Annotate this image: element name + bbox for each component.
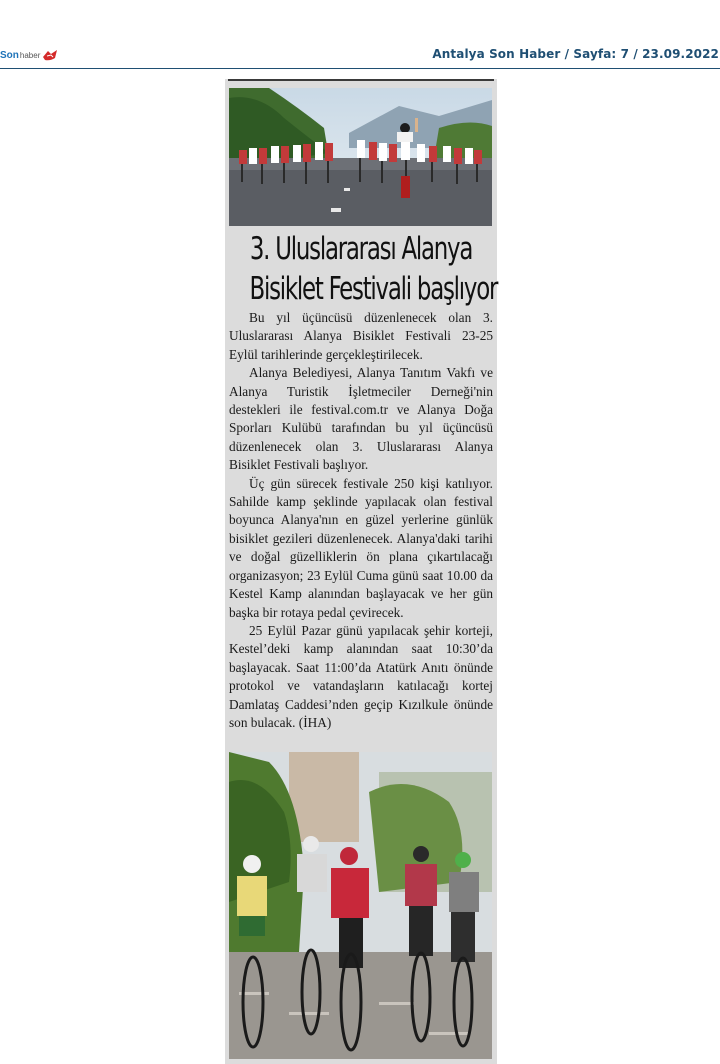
article-paragraph: Alanya Belediyesi, Alanya Tanıtım Vakfı ve Alanya Turistik İşletmeciler Derneği'nin destekleri ile festival.com.tr ve Alanya Doğa Sporları Kulübü tarafından bu yıl üçüncüsü düzenlenecek olan 3. Uluslararası Alanya Bisiklet Festivali başlıyor.	[229, 365, 493, 473]
cyclists-street-photo	[229, 752, 492, 1059]
news-clipping	[225, 79, 497, 1064]
article-paragraph: Üç gün sürecek festivale 250 kişi katılıyor. Sahilde kamp şeklinde yapılacak olan festival boyunca Alanya'nın en güzel yerlerine günlük bisiklet gezileri düzenlenecek. Alanya'daki tarihi ve doğal güzelliklerin ön plana çıkartılacağı organizasyon; 23 Eylül Cuma günü saat 10.00 da Kestel Kamp alanından başlayacak ve her gün başka bir rotaya pedal çevirecek.	[229, 475, 493, 620]
headline-line-1: 3. Uluslararası Alanya	[249, 231, 473, 267]
article-paragraph: 25 Eylül Pazar günü yapılacak şehir korteji, Kestel’deki kamp alanından saat 10:30’da başlayacak. Saat 11:00’da Atatürk Anıtı önünde protokol ve vatandaşların katılacağı kortej Damlataş Caddesi’nden geçip Kızılkule önünde son bulacak. (İHA)	[229, 622, 493, 730]
article-headline	[249, 229, 498, 309]
logo-haber-text: haber	[19, 50, 41, 60]
header-divider	[0, 68, 720, 69]
page-header	[0, 0, 720, 70]
cyclists-road-photo	[229, 88, 492, 226]
clipping-top-rule	[228, 79, 494, 81]
source-page-date: Antalya Son Haber / Sayfa: 7 / 23.09.2022	[432, 47, 719, 61]
logo-son-text: Son	[0, 49, 19, 61]
logo-mark-icon	[42, 49, 58, 61]
publication-logo	[0, 47, 58, 63]
article-body	[229, 309, 493, 732]
article-paragraph: Bu yıl üçüncüsü düzenlenecek olan 3. Uluslararası Alanya Bisiklet Festivali 23-25 Eylül tarihlerinde gerçekleştirilecek.	[229, 310, 493, 362]
headline-line-2: Bisiklet Festivali başlıyor	[249, 271, 498, 307]
